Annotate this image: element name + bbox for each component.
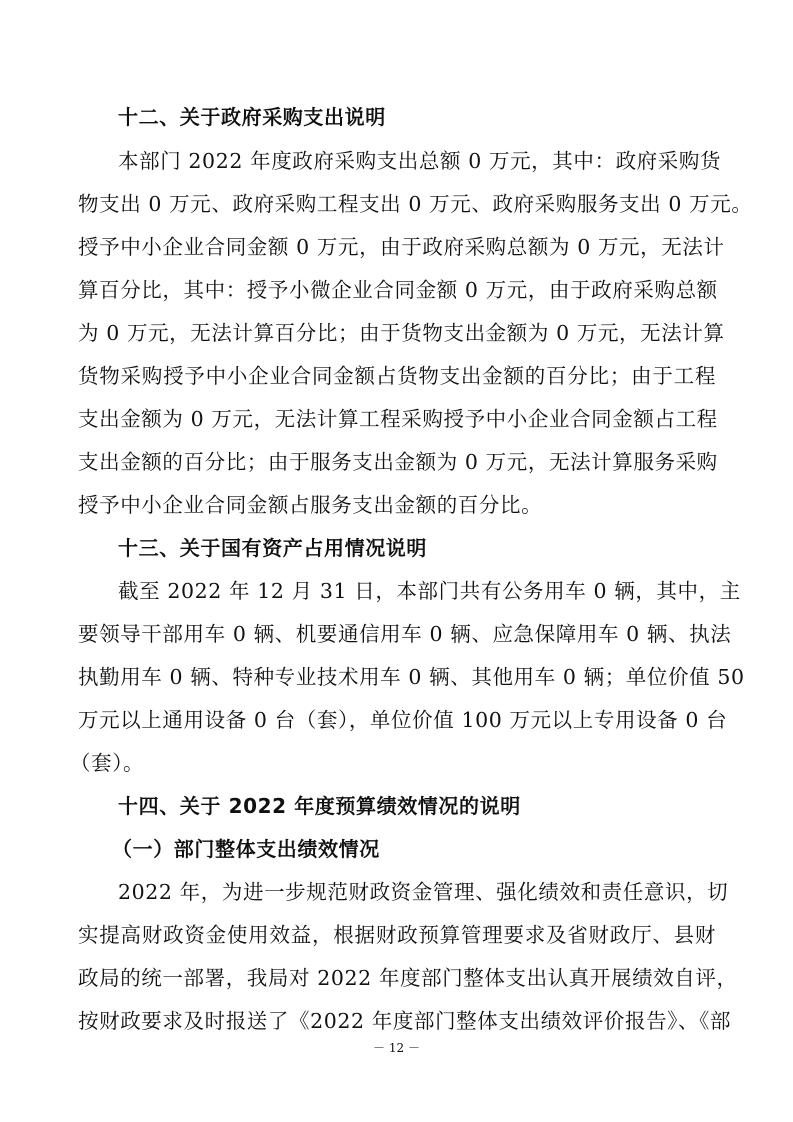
section12-line-9: 授予中小企业合同金额占服务支出金额的百分比。 <box>78 493 543 517</box>
page-number: － 12 － <box>373 1041 420 1055</box>
section13-line-3: 执勤用车 0 辆、特种专业技术用车 0 辆、其他用车 0 辆；单位价值 50 <box>78 665 745 689</box>
section14-heading: 十四、关于 2022 年度预算绩效情况的说明 <box>118 794 521 818</box>
section12-line-2: 物支出 0 万元、政府采购工程支出 0 万元、政府采购服务支出 0 万元。 <box>78 192 753 216</box>
section12-line-3: 授予中小企业合同金额 0 万元，由于政府采购总额为 0 万元，无法计 <box>78 235 725 259</box>
section13-line-1: 截至 2022 年 12 月 31 日，本部门共有公务用车 0 辆，其中，主 <box>118 579 741 603</box>
section14-line-2: 实提高财政资金使用效益，根据财政预算管理要求及省财政厅、县财 <box>78 923 716 947</box>
section14-line-3: 政局的统一部署，我局对 2022 年度部门整体支出认真开展绩效自评， <box>78 966 738 990</box>
section12-line-8: 支出金额的百分比；由于服务支出金额为 0 万元，无法计算服务采购 <box>78 450 718 474</box>
section14-line-1: 2022 年，为进一步规范财政资金管理、强化绩效和责任意识，切 <box>118 880 729 904</box>
section14-subheading: （一）部门整体支出绩效情况 <box>112 837 380 861</box>
section12-line-5: 为 0 万元，无法计算百分比；由于货物支出金额为 0 万元，无法计算 <box>78 321 725 345</box>
section12-heading: 十二、关于政府采购支出说明 <box>118 105 386 129</box>
section12-line-4: 算百分比，其中：授予小微企业合同金额 0 万元，由于政府采购总额 <box>78 278 718 302</box>
section13-line-4: 万元以上通用设备 0 台（套），单位价值 100 万元以上专用设备 0 台 <box>78 708 728 732</box>
section13-line-5: （套）。 <box>70 751 145 775</box>
section14-line-4: 按财政要求及时报送了《2022 年度部门整体支出绩效评价报告》、《部 <box>78 1009 732 1033</box>
section12-line-7: 支出金额为 0 万元，无法计算工程采购授予中小企业合同金额占工程 <box>78 407 718 431</box>
section13-line-2: 要领导干部用车 0 辆、机要通信用车 0 辆、应急保障用车 0 辆、执法 <box>78 622 732 646</box>
section12-line-1: 本部门 2022 年度政府采购支出总额 0 万元，其中：政府采购货 <box>118 149 722 173</box>
section13-heading: 十三、关于国有资产占用情况说明 <box>118 536 427 560</box>
section12-line-6: 货物采购授予中小企业合同金额占货物支出金额的百分比；由于工程 <box>78 364 716 388</box>
